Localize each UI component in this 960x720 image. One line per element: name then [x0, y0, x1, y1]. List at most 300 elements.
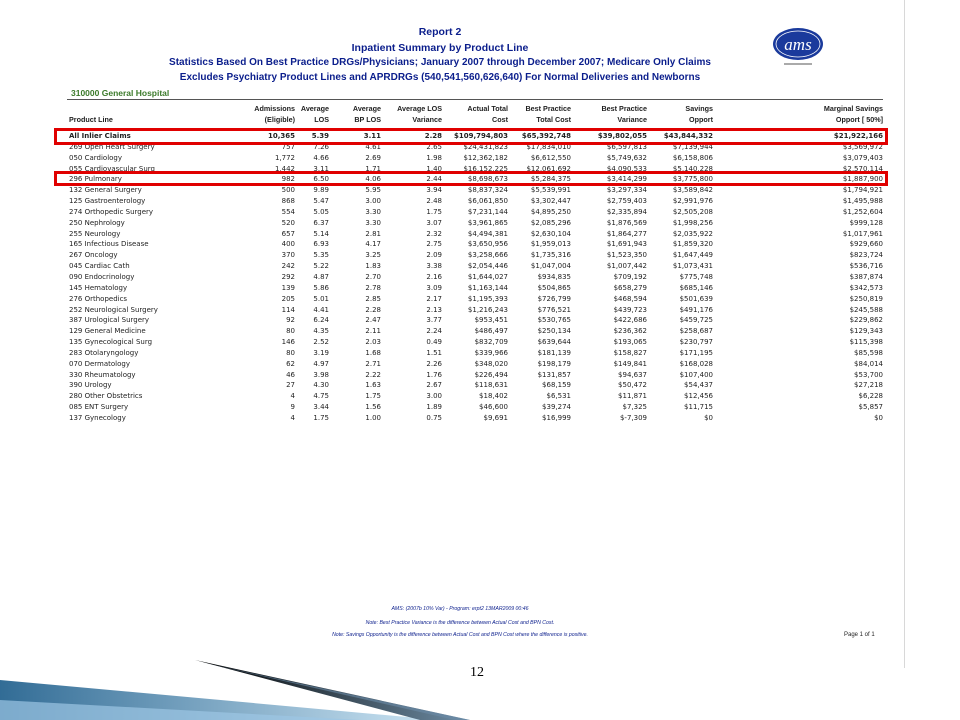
value-cell: $17,834,010: [526, 142, 571, 151]
value-cell: $0: [704, 413, 713, 422]
value-cell: 10,365: [267, 132, 295, 140]
value-cell: $50,472: [618, 381, 647, 390]
table-row: [67, 153, 883, 164]
value-cell: 92: [286, 316, 295, 325]
value-cell: $934,835: [537, 272, 571, 281]
product-line-cell: 070 Dermatology: [69, 359, 130, 368]
footer-program-line: AMS: (2007b 10% Var) - Program: erpt2 13MAR2009 00:46: [391, 606, 529, 612]
value-cell: 80: [286, 327, 295, 336]
value-cell: $43,844,332: [663, 132, 713, 140]
value-cell: 2.28: [365, 305, 381, 314]
value-cell: 292: [281, 272, 295, 281]
value-cell: 6.50: [313, 175, 329, 184]
value-cell: $129,343: [849, 327, 883, 336]
value-cell: 4.41: [313, 305, 329, 314]
value-cell: $6,612,550: [530, 153, 571, 162]
value-cell: 4.35: [313, 327, 329, 336]
ams-logo: [770, 27, 826, 67]
value-cell: $4,895,250: [530, 207, 571, 216]
value-cell: 2.32: [426, 229, 442, 238]
value-cell: 4.87: [313, 272, 329, 281]
value-cell: $168,028: [679, 359, 713, 368]
value-cell: 2.09: [426, 251, 442, 260]
value-cell: 5.95: [365, 186, 381, 195]
product-line-cell: 090 Endocrinology: [69, 272, 135, 281]
product-line-cell: 145 Hematology: [69, 283, 128, 292]
value-cell: 3.38: [426, 262, 442, 271]
value-cell: 6.37: [313, 218, 329, 227]
value-cell: 370: [281, 251, 295, 260]
value-cell: 4: [290, 413, 295, 422]
column-header-5: [467, 103, 508, 125]
value-cell: $387,874: [849, 272, 883, 281]
value-cell: 5.86: [313, 283, 329, 292]
column-header-top: Best Practice: [525, 104, 571, 113]
value-cell: 2.67: [426, 381, 442, 390]
value-cell: $1,644,027: [467, 272, 508, 281]
value-cell: $68,159: [542, 381, 571, 390]
value-cell: $12,362,182: [463, 153, 508, 162]
value-cell: 982: [281, 175, 295, 184]
column-header-top: Actual Total: [467, 104, 508, 113]
value-cell: $5,284,375: [530, 175, 571, 184]
value-cell: 868: [281, 197, 295, 206]
value-cell: 4.75: [313, 392, 329, 401]
value-cell: 5.05: [313, 207, 329, 216]
value-cell: $6,228: [858, 392, 883, 401]
value-cell: $999,128: [849, 218, 883, 227]
table-row: [67, 185, 883, 196]
value-cell: $229,862: [849, 316, 883, 325]
value-cell: 1.51: [426, 348, 442, 357]
value-cell: 3.30: [365, 218, 381, 227]
value-cell: $5,539,991: [530, 186, 571, 195]
value-cell: 1.56: [365, 403, 381, 412]
value-cell: $109,794,803: [453, 132, 508, 140]
value-cell: $2,570,114: [842, 164, 883, 173]
value-cell: 3.11: [313, 164, 329, 173]
header-rule: [67, 99, 883, 100]
value-cell: 3.00: [426, 392, 442, 401]
value-cell: 4.61: [365, 142, 381, 151]
column-header-top: Average: [352, 104, 381, 113]
footer-note-variance: Note: Best Practice Variance is the difference between Actual Cost and BPN Cost.: [365, 620, 555, 626]
value-cell: 1,442: [274, 164, 295, 173]
table-row: [67, 229, 883, 240]
value-cell: $39,802,055: [597, 132, 647, 140]
slide-number: 12: [470, 665, 484, 680]
value-cell: $2,054,446: [467, 262, 508, 271]
value-cell: 657: [281, 229, 295, 238]
value-cell: $3,414,299: [606, 175, 647, 184]
value-cell: $832,709: [474, 338, 508, 347]
value-cell: $1,523,350: [606, 251, 647, 260]
column-header-7: [601, 103, 647, 125]
value-cell: $823,724: [849, 251, 883, 260]
value-cell: $107,400: [679, 370, 713, 379]
value-cell: 6.24: [313, 316, 329, 325]
table-row: [67, 261, 883, 272]
value-cell: 0.75: [426, 413, 442, 422]
product-line-cell: 255 Neurology: [69, 229, 121, 238]
value-cell: $181,139: [537, 348, 571, 357]
value-cell: $226,494: [474, 370, 508, 379]
value-cell: 3.44: [313, 403, 329, 412]
value-cell: 2.16: [426, 272, 442, 281]
value-cell: $2,505,208: [672, 207, 713, 216]
value-cell: $7,139,944: [672, 142, 713, 151]
value-cell: $530,765: [537, 316, 571, 325]
value-cell: 2.65: [426, 142, 442, 151]
logo-text: ams: [784, 35, 812, 54]
value-cell: 1,772: [274, 153, 295, 162]
value-cell: 3.00: [365, 197, 381, 206]
value-cell: $3,569,972: [842, 142, 883, 151]
column-header-top: Marginal Savings: [823, 104, 883, 113]
value-cell: $7,231,144: [467, 207, 508, 216]
value-cell: $1,691,943: [606, 240, 647, 249]
table-row: [67, 294, 883, 305]
report-exclusions: Excludes Psychiatry Product Lines and APRDRGs (540,541,560,626,640) For Normal Deliveries and Newborns: [179, 72, 701, 83]
value-cell: $1,047,004: [530, 262, 571, 271]
value-cell: 2.13: [426, 305, 442, 314]
value-cell: $486,497: [474, 327, 508, 336]
value-cell: $726,799: [537, 294, 571, 303]
value-cell: $658,279: [613, 283, 647, 292]
column-header-2: [301, 103, 329, 125]
value-cell: $459,725: [679, 316, 713, 325]
value-cell: $3,961,865: [467, 218, 508, 227]
value-cell: $11,715: [684, 403, 713, 412]
product-line-cell: 283 Otolaryngology: [69, 348, 139, 357]
value-cell: $230,797: [679, 338, 713, 347]
value-cell: $504,865: [537, 283, 571, 292]
value-cell: $46,600: [479, 403, 508, 412]
value-cell: 4.66: [313, 153, 329, 162]
column-header-bottom: Variance: [412, 115, 442, 124]
product-line-cell: 269 Open Heart Surgery: [69, 142, 155, 151]
table-row: [67, 305, 883, 316]
table-row: [67, 326, 883, 337]
table-row: [67, 391, 883, 402]
value-cell: $6,597,813: [606, 142, 647, 151]
value-cell: $2,759,403: [606, 197, 647, 206]
value-cell: $685,146: [679, 283, 713, 292]
value-cell: 2.26: [426, 359, 442, 368]
value-cell: $1,876,569: [606, 218, 647, 227]
column-header-3: [353, 103, 381, 125]
value-cell: $2,035,922: [672, 229, 713, 238]
highlight-cardiovascular-surg: [54, 171, 888, 186]
value-cell: 1.83: [365, 262, 381, 271]
value-cell: $16,152,225: [463, 164, 508, 173]
value-cell: $2,991,976: [672, 197, 713, 206]
column-header-8: [685, 103, 713, 125]
table-row: [67, 239, 883, 250]
value-cell: $929,660: [849, 240, 883, 249]
value-cell: $115,398: [849, 338, 883, 347]
value-cell: 5.39: [311, 132, 329, 140]
table-row: [67, 250, 883, 261]
value-cell: $8,837,324: [467, 186, 508, 195]
value-cell: 3.07: [426, 218, 442, 227]
product-line-cell: 274 Orthopedic Surgery: [69, 207, 154, 216]
value-cell: 4.17: [365, 240, 381, 249]
value-cell: $39,274: [542, 403, 571, 412]
product-line-cell: 132 General Surgery: [69, 186, 142, 195]
column-header-bottom: BP LOS: [354, 115, 381, 124]
value-cell: $6,061,850: [467, 197, 508, 206]
value-cell: $53,700: [854, 370, 883, 379]
value-cell: $131,857: [537, 370, 571, 379]
value-cell: $7,325: [622, 403, 647, 412]
value-cell: $2,335,894: [606, 207, 647, 216]
value-cell: $258,687: [679, 327, 713, 336]
value-cell: 9: [290, 403, 295, 412]
table-row: [67, 207, 883, 218]
value-cell: 4.97: [313, 359, 329, 368]
column-header-9: [824, 103, 883, 125]
value-cell: $536,716: [849, 262, 883, 271]
value-cell: $3,297,334: [606, 186, 647, 195]
value-cell: $27,218: [854, 381, 883, 390]
value-cell: $65,392,748: [521, 132, 571, 140]
value-cell: $8,698,673: [467, 175, 508, 184]
product-line-cell: 125 Gastroenterology: [69, 197, 146, 206]
value-cell: $776,521: [537, 305, 571, 314]
value-cell: 3.94: [426, 186, 442, 195]
value-cell: 2.70: [365, 272, 381, 281]
value-cell: $6,158,806: [672, 153, 713, 162]
value-cell: 400: [281, 240, 295, 249]
value-cell: 3.98: [313, 370, 329, 379]
value-cell: $5,857: [858, 403, 883, 412]
value-cell: $1,794,921: [842, 186, 883, 195]
value-cell: $1,163,144: [467, 283, 508, 292]
value-cell: $2,085,296: [530, 218, 571, 227]
column-header-top: Average LOS: [397, 104, 442, 113]
column-header-bottom: Total Cost: [536, 115, 571, 124]
page-indicator: Page 1 of 1: [844, 632, 875, 638]
value-cell: 5.35: [313, 251, 329, 260]
value-cell: $118,631: [474, 381, 508, 390]
value-cell: 0.49: [426, 338, 442, 347]
value-cell: $1,859,320: [672, 240, 713, 249]
table-row: [67, 196, 883, 207]
value-cell: $54,437: [684, 381, 713, 390]
value-cell: $158,827: [613, 348, 647, 357]
value-cell: 1.63: [365, 381, 381, 390]
value-cell: $149,841: [613, 359, 647, 368]
value-cell: $5,140,228: [672, 164, 713, 173]
value-cell: $1,647,449: [672, 251, 713, 260]
product-line-cell: 296 Pulmonary: [69, 175, 122, 184]
value-cell: 80: [286, 348, 295, 357]
value-cell: $245,588: [849, 305, 883, 314]
table-row: [67, 413, 883, 424]
table-row: [67, 402, 883, 413]
value-cell: 1.75: [365, 392, 381, 401]
value-cell: 1.76: [426, 370, 442, 379]
column-header-bottom: Opport [ 50%]: [835, 115, 883, 124]
value-cell: $953,451: [474, 316, 508, 325]
value-cell: 6.93: [313, 240, 329, 249]
value-cell: 3.11: [363, 132, 381, 140]
product-line-cell: 055 Cardiovascular Surg: [69, 164, 155, 173]
value-cell: 1.40: [426, 164, 442, 173]
value-cell: $3,589,842: [672, 186, 713, 195]
value-cell: $18,402: [479, 392, 508, 401]
value-cell: $1,195,393: [467, 294, 508, 303]
value-cell: $1,998,256: [672, 218, 713, 227]
product-line-cell: 250 Nephrology: [69, 218, 125, 227]
product-line-cell: 276 Orthopedics: [69, 294, 128, 303]
column-header-bottom: Opport: [689, 115, 713, 124]
value-cell: $236,362: [613, 327, 647, 336]
column-header-top: Admissions: [254, 104, 295, 113]
value-cell: $3,650,956: [467, 240, 508, 249]
table-row: [67, 272, 883, 283]
value-cell: $348,020: [474, 359, 508, 368]
table-row: [67, 348, 883, 359]
value-cell: $1,073,431: [672, 262, 713, 271]
product-line-cell: All Inlier Claims: [69, 132, 131, 140]
value-cell: $193,065: [613, 338, 647, 347]
table-row: [67, 337, 883, 348]
column-header-bottom: Variance: [617, 115, 647, 124]
value-cell: $1,216,243: [467, 305, 508, 314]
value-cell: 242: [281, 262, 295, 271]
value-cell: 3.19: [313, 348, 329, 357]
product-line-cell: 129 General Medicine: [69, 327, 146, 336]
value-cell: $85,598: [854, 348, 883, 357]
value-cell: 520: [281, 218, 295, 227]
footer-note-savings: Note: Savings Opportunity is the difference between Actual Cost and BPN Cost where the difference is positive.: [332, 632, 588, 638]
column-header-bottom: LOS: [314, 115, 329, 124]
value-cell: $171,195: [679, 348, 713, 357]
value-cell: $3,302,447: [530, 197, 571, 206]
report-subtitle: Inpatient Summary by Product Line: [351, 42, 529, 54]
value-cell: $-7,309: [619, 413, 647, 422]
value-cell: 4.06: [365, 175, 381, 184]
value-cell: $1,864,277: [606, 229, 647, 238]
value-cell: 2.85: [365, 294, 381, 303]
value-cell: $4,494,381: [467, 229, 508, 238]
value-cell: $6,531: [546, 392, 571, 401]
value-cell: 3.30: [365, 207, 381, 216]
value-cell: 2.03: [365, 338, 381, 347]
column-header-top: Best Practice: [601, 104, 647, 113]
value-cell: 3.77: [426, 316, 442, 325]
column-header-4: [397, 103, 442, 125]
product-line-cell: 137 Gynecology: [69, 413, 126, 422]
column-header-bottom: (Eligible): [264, 115, 295, 124]
value-cell: $1,007,442: [606, 262, 647, 271]
product-line-cell: 387 Urological Surgery: [69, 316, 150, 325]
table-row: [67, 283, 883, 294]
value-cell: 27: [286, 381, 295, 390]
value-cell: $4,090,533: [606, 164, 647, 173]
value-cell: $1,735,316: [530, 251, 571, 260]
value-cell: 1.68: [365, 348, 381, 357]
value-cell: $3,775,800: [672, 175, 713, 184]
value-cell: $491,176: [679, 305, 713, 314]
value-cell: 1.89: [426, 403, 442, 412]
value-cell: $1,495,988: [842, 197, 883, 206]
value-cell: 2.71: [365, 359, 381, 368]
value-cell: $501,639: [679, 294, 713, 303]
value-cell: 2.17: [426, 294, 442, 303]
value-cell: 5.01: [313, 294, 329, 303]
product-line-cell: 267 Oncology: [69, 251, 118, 260]
value-cell: $1,959,013: [530, 240, 571, 249]
value-cell: 500: [281, 186, 295, 195]
value-cell: $0: [874, 413, 883, 422]
hospital-name: 310000 General Hospital: [71, 88, 170, 98]
table-row: [67, 218, 883, 229]
value-cell: $439,723: [613, 305, 647, 314]
value-cell: 2.69: [365, 153, 381, 162]
value-cell: 2.81: [365, 229, 381, 238]
product-line-cell: 165 Infectious Disease: [69, 240, 149, 249]
value-cell: 5.14: [313, 229, 329, 238]
column-header-top: Savings: [685, 104, 713, 113]
value-cell: $2,630,104: [530, 229, 571, 238]
value-cell: 2.44: [426, 175, 442, 184]
value-cell: 554: [281, 207, 295, 216]
product-line-cell: 050 Cardiology: [69, 153, 123, 162]
product-line-cell: 330 Rheumatology: [69, 370, 136, 379]
value-cell: 2.28: [424, 132, 442, 140]
value-cell: 5.47: [313, 197, 329, 206]
column-header-6: [525, 103, 571, 125]
value-cell: $422,686: [613, 316, 647, 325]
value-cell: 2.78: [365, 283, 381, 292]
value-cell: $1,252,604: [842, 207, 883, 216]
value-cell: 1.71: [365, 164, 381, 173]
table-row: [67, 380, 883, 391]
table-row: [67, 359, 883, 370]
value-cell: 4: [290, 392, 295, 401]
value-cell: $198,179: [537, 359, 571, 368]
column-header-1: [254, 103, 295, 125]
product-line-cell: 085 ENT Surgery: [69, 403, 129, 412]
column-header-bottom: Cost: [492, 115, 508, 124]
value-cell: 146: [281, 338, 295, 347]
value-cell: 7.26: [313, 142, 329, 151]
value-cell: 2.48: [426, 197, 442, 206]
value-cell: $639,644: [537, 338, 571, 347]
value-cell: 5.22: [313, 262, 329, 271]
product-line-cell: 280 Other Obstetrics: [69, 392, 143, 401]
value-cell: $342,573: [849, 283, 883, 292]
value-cell: $9,691: [483, 413, 508, 422]
product-line-cell: 390 Urology: [69, 381, 112, 390]
value-cell: $3,079,403: [842, 153, 883, 162]
value-cell: $16,999: [542, 413, 571, 422]
value-cell: 1.00: [365, 413, 381, 422]
value-cell: 46: [286, 370, 295, 379]
value-cell: 757: [281, 142, 295, 151]
value-cell: $1,017,961: [842, 229, 883, 238]
value-cell: $468,594: [613, 294, 647, 303]
value-cell: $11,871: [618, 392, 647, 401]
value-cell: 1.98: [426, 153, 442, 162]
table-row: [67, 370, 883, 381]
value-cell: 9.89: [313, 186, 329, 195]
column-header-0: Product Line: [69, 115, 113, 124]
value-cell: $24,431,823: [463, 142, 508, 151]
